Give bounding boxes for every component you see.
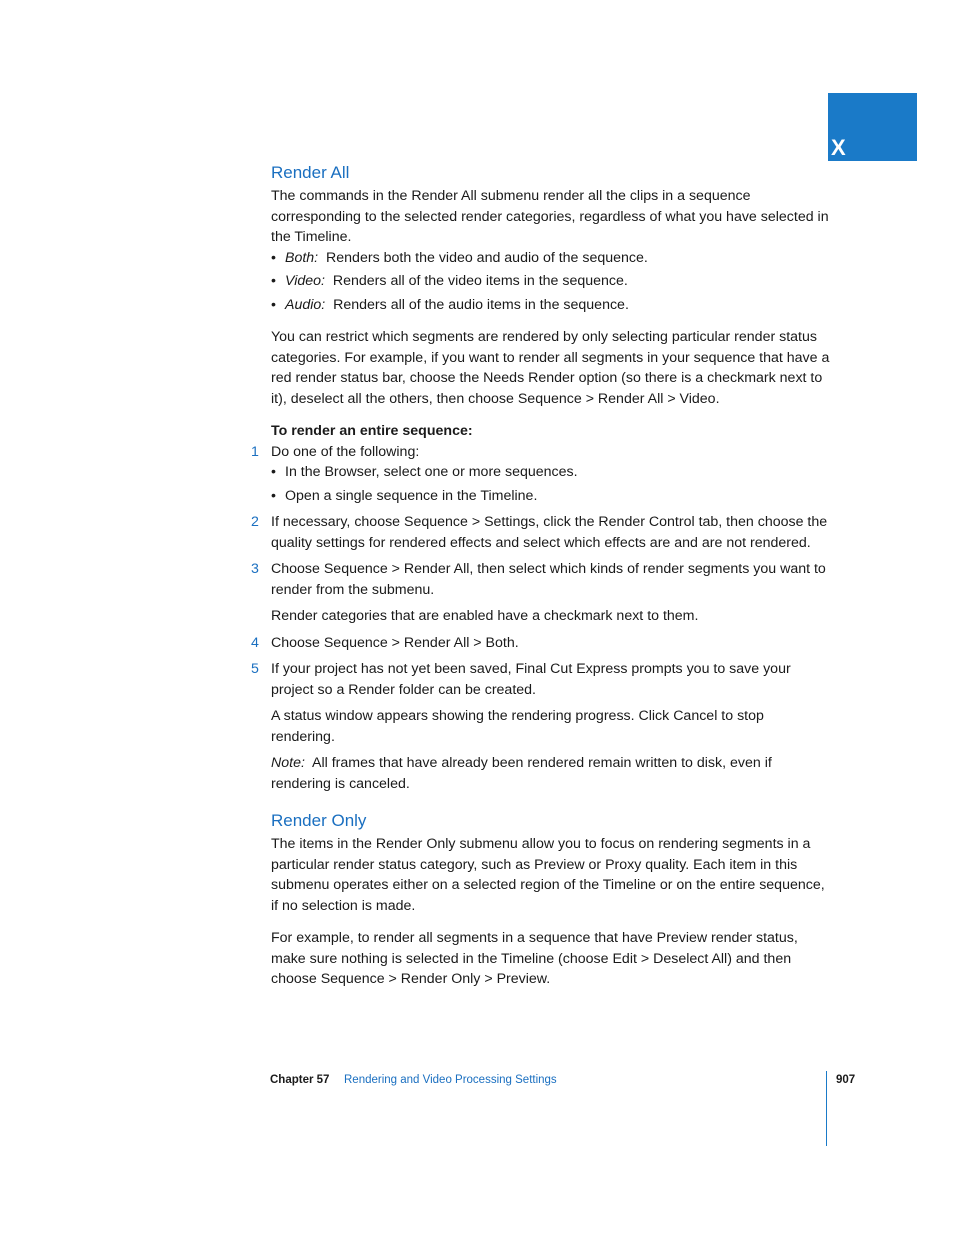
step-number: 2: [251, 514, 259, 530]
list-item: [271, 271, 831, 292]
step-text: Choose Sequence > Render All > Both.: [271, 634, 519, 651]
step-number: 1: [251, 443, 259, 460]
section-heading-render-all: Render All: [271, 163, 350, 182]
section-heading-render-only: Render Only: [271, 811, 367, 830]
step-1: [251, 442, 831, 507]
bullet-text: Renders both the video and audio of the sequence.: [326, 249, 648, 266]
render-only-para2: For example, to render all segments in a sequence that have Preview render status, make sure nothing is selected in the Timeline (choose Edit > Deselect All) and then choose Sequence > Render Only > Preview.: [271, 930, 798, 987]
render-only-para1: The items in the Render Only submenu allow you to focus on rendering segments in a particular render status category, such as Preview or Proxy quality. Each item in this submenu operates either on a selected region of the Timeline or on the entire sequence, if no selection is made.: [271, 836, 825, 914]
footer-divider: [826, 1071, 827, 1146]
step-text: Do one of the following:: [271, 443, 420, 460]
render-all-intro: The commands in the Render All submenu render all the clips in a sequence corresponding to the selected render categories, regardless of what you have selected in the Timeline.: [271, 188, 829, 245]
step-number: 5: [251, 661, 259, 677]
step-number: 4: [251, 634, 259, 651]
chapter-tab-letter: X: [831, 135, 846, 160]
note-label: Note:: [271, 755, 305, 771]
step-3-note: Render categories that are enabled have a checkmark next to them.: [271, 608, 699, 624]
page-number: 907: [836, 1074, 856, 1086]
step-text: Choose Sequence > Render All, then select which kinds of render segments you want to render from the submenu.: [271, 561, 826, 598]
list-item: [271, 248, 831, 269]
step-2: [251, 512, 831, 553]
render-all-para2: You can restrict which segments are rendered by only selecting particular render status categories. For example, if you want to render all segments in your sequence that have a red render status bar, choose the Needs Render option (so there is a checkmark next to it), deselect all the others, then choose Sequence > Render All > Video.: [271, 329, 830, 407]
footer-chapter: Chapter 57: [270, 1074, 330, 1086]
bullet-text: Renders all of the video items in the sequence.: [332, 273, 628, 289]
list-item: • Open a single sequence in the Timeline.: [271, 486, 831, 507]
chapter-tab: [828, 93, 917, 161]
bullet-text: Renders all of the audio items in the sequence.: [333, 296, 629, 313]
list-item: • In the Browser, select one or more sequences.: [271, 462, 831, 483]
list-item: [271, 295, 831, 316]
note-text: All frames that have already been rendered remain written to disk, even if rendering is canceled.: [271, 755, 772, 792]
step-text: If necessary, choose Sequence > Settings, click the Render Control tab, then choose the quality settings for rendered effects and select which effects are and are not rendered.: [271, 514, 828, 551]
bullet-term: Both:: [285, 249, 319, 266]
procedure-title: To render an entire sequence:: [271, 423, 473, 439]
procedure-steps: [251, 442, 831, 795]
note: [271, 753, 831, 794]
step-4: [251, 633, 831, 654]
step-5-result: A status window appears showing the rendering progress. Click Cancel to stop rendering.: [271, 708, 764, 745]
step-3: [251, 559, 831, 627]
step-1-options: [271, 462, 831, 506]
footer-chapter-title: Rendering and Video Processing Settings: [344, 1074, 557, 1086]
step-number: 3: [251, 561, 259, 577]
bullet-term: Audio:: [285, 296, 326, 313]
step-text: If your project has not yet been saved, Final Cut Express prompts you to save your project so a Render folder can be created.: [271, 661, 791, 698]
bullet-term: Video:: [285, 273, 325, 289]
page-content: [251, 160, 831, 990]
step-5: [251, 659, 831, 794]
render-all-options: [271, 248, 831, 316]
